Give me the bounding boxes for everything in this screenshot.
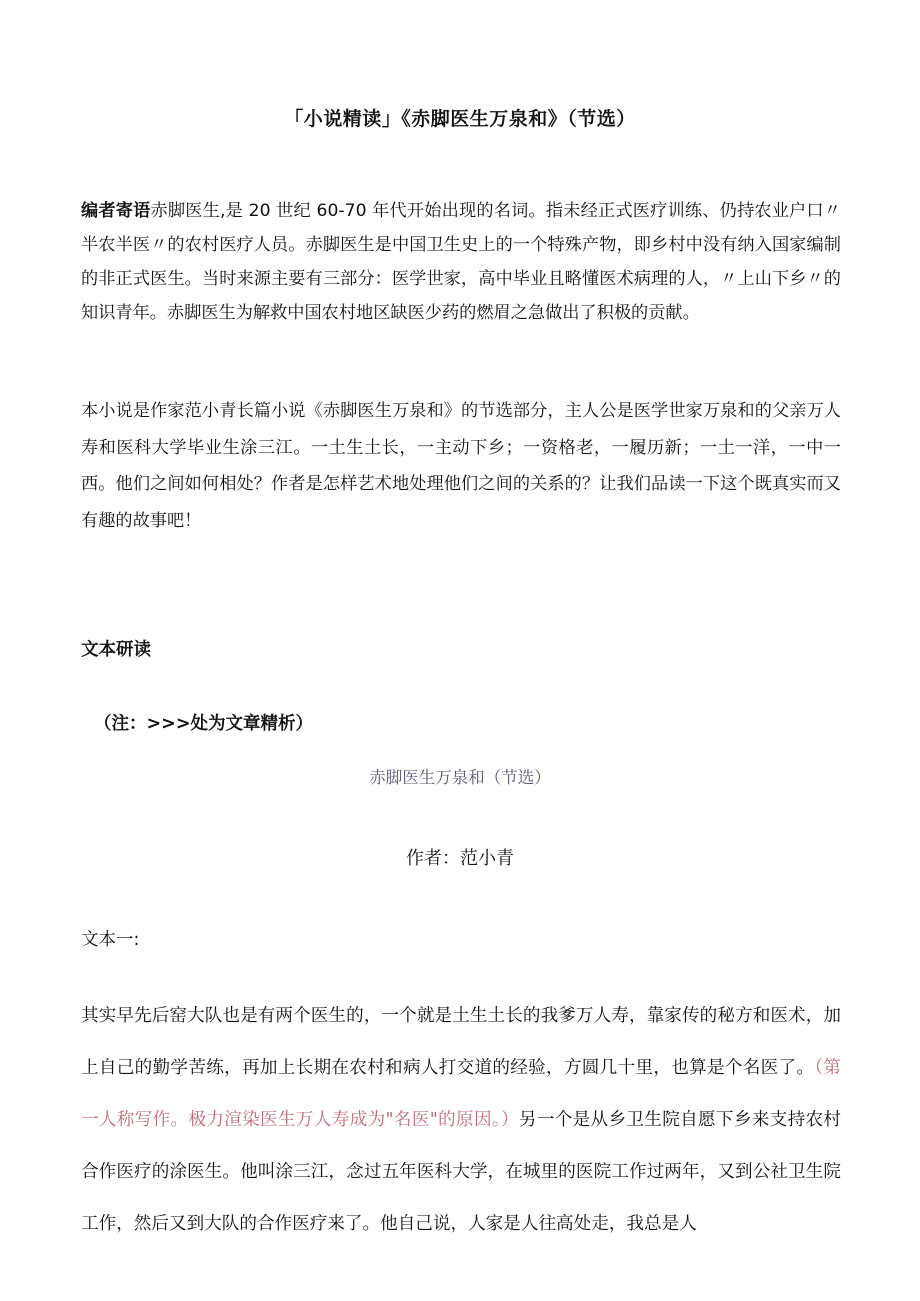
article-title: 赤脚医生万泉和（节选） (369, 768, 551, 787)
text-one-body (81, 990, 841, 1250)
analysis-annotation: （第一人称写作。极力渲染医生万人寿成为"名医"的原因。） (81, 1058, 841, 1130)
editor-foreword-text: 赤脚医生,是 20 世纪 60-70 年代开始出现的名词。指未经正式医疗训练、仍持农业户口〃半农半医〃的农村医疗人员。赤脚医生是中国卫生史上的一个特殊产物，即乡村中没有纳入国家编制的非正式医生。当时来源主要有三部分：医学世家，高中毕业且略懂医术病理的人，〃上山下乡〃的知识青年。赤脚医生为解救中国农村地区缺医少药的燃眉之急做出了积极的贡献。 (81, 201, 841, 323)
article-author: 作者：范小青 (406, 848, 514, 869)
analysis-note: （注：>>>处为文章精析） (94, 714, 313, 734)
editor-foreword (81, 194, 841, 330)
text-one-part-a: 其实早先后窑大队也是有两个医生的，一个就是土生土长的我爹万人寿，靠家传的秘方和医术，加上自己的勤学苦练，再加上长期在农村和病人打交道的经验，方圆几十里，也算是个名医了。 (81, 1006, 841, 1078)
page-title: 「小说精读」《赤脚医生万泉和》（节选） (284, 108, 636, 130)
text-one-part-b: 另一个是从乡卫生院自愿下乡来支持农村合作医疗的涂医生。他叫涂三江，念过五年医科大学，在城里的医院工作过两年，又到公社卫生院工作，然后又到大队的合作医疗来了。他自己说，人家是人往高处走，我总是人 (81, 1110, 841, 1234)
text-one-label: 文本一: (81, 930, 140, 950)
editor-foreword-label: 编者寄语 (81, 201, 151, 221)
novel-introduction: 本小说是作家范小青长篇小说《赤脚医生万泉和》的节选部分，主人公是医学世家万泉和的父亲万人寿和医科大学毕业生涂三江。一土生土长，一主动下乡；一资格老，一履历新；一土一洋，一中一西。他们之间如何相处？作者是怎样艺术地处理他们之间的关系的？让我们品读一下这个既真实而又有趣的故事吧！ (81, 401, 841, 531)
section-heading: 文本研读 (81, 640, 151, 660)
